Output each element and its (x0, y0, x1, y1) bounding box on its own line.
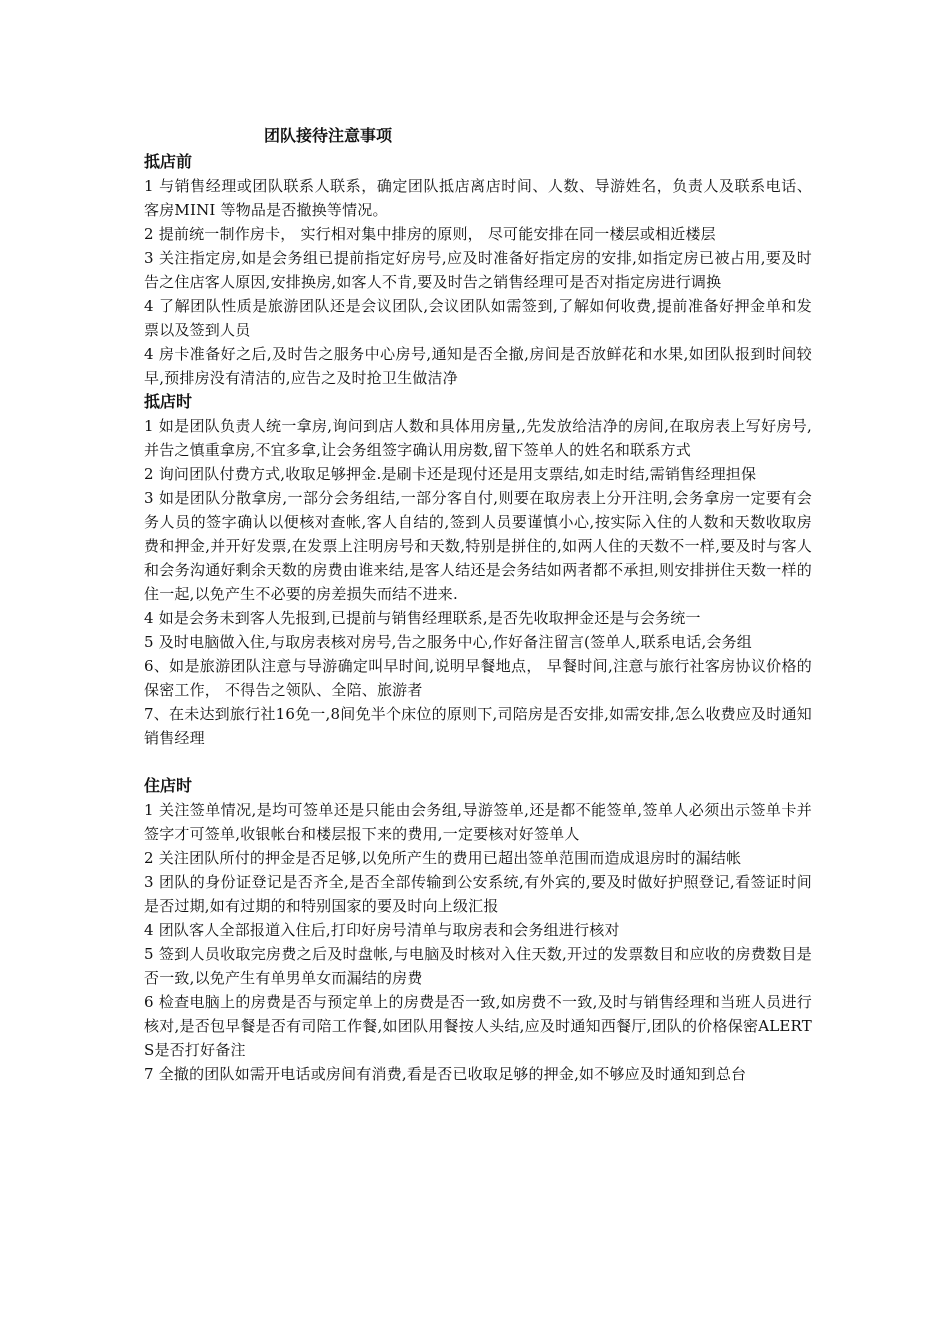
section-on-arrival (144, 390, 812, 750)
paragraph: 4 房卡准备好之后,及时告之服务中心房号,通知是否全撤,房间是否放鲜花和水果,如团队报到时间较早,预排房没有清洁的,应告之及时抢卫生做洁净 (144, 345, 812, 387)
paragraph: 6 检查电脑上的房费是否与预定单上的房费是否一致,如房费不一致,及时与销售经理和当班人员进行核对,是否包早餐是否有司陪工作餐,如团队用餐按人头结,应及时通知西餐厅,团队的价格保密ALERTS是否打好备注 (144, 993, 812, 1059)
paragraph: 1 如是团队负责人统一拿房,询问到店人数和具体用房量,,先发放给洁净的房间,在取房表上写好房号,并告之慎重拿房,不宜多拿,让会务组签字确认用房数,留下签单人的姓名和联系方式 (144, 417, 812, 459)
paragraph: 1 与销售经理或团队联系人联系，确定团队抵店离店时间、人数、导游姓名，负责人及联系电话、客房MINI 等物品是否撤换等情况。 (144, 177, 812, 219)
section-heading: 抵店前 (144, 152, 193, 171)
paragraph: 5 及时电脑做入住,与取房表核对房号,告之服务中心,作好备注留言(签单人,联系电话,会务组 (144, 633, 753, 651)
paragraph: 7 全撤的团队如需开电话或房间有消费,看是否已收取足够的押金,如不够应及时通知到总台 (144, 1065, 747, 1083)
paragraph: 4 如是会务未到客人先报到,已提前与销售经理联系,是否先收取押金还是与会务统一 (144, 609, 701, 627)
document-title: 团队接待注意事项 (264, 126, 393, 145)
paragraph: 2 关注团队所付的押金是否足够,以免所产生的费用已超出签单范围而造成退房时的漏结帐 (144, 849, 742, 867)
blank-line (144, 750, 812, 774)
paragraph: 6、如是旅游团队注意与导游确定叫早时间,说明早餐地点， 早餐时间,注意与旅行社客房协议价格的保密工作， 不得告之领队、全陪、旅游者 (144, 657, 812, 699)
paragraph: 5 签到人员收取完房费之后及时盘帐,与电脑及时核对入住天数,开过的发票数目和应收的房费数目是否一致,以免产生有单男单女而漏结的房费 (144, 945, 812, 987)
section-heading: 住店时 (144, 776, 193, 795)
paragraph: 4 团队客人全部报道入住后,打印好房号清单与取房表和会务组进行核对 (144, 921, 620, 939)
section-heading: 抵店时 (144, 392, 193, 411)
paragraph: 7、在未达到旅行社16免一,8间免半个床位的原则下,司陪房是否安排,如需安排,怎么收费应及时通知销售经理 (144, 705, 812, 747)
paragraph: 2 询问团队付费方式,收取足够押金.是刷卡还是现付还是用支票结,如走时结,需销售经理担保 (144, 465, 757, 483)
paragraph: 3 如是团队分散拿房,一部分会务组结,一部分客自付,则要在取房表上分开注明,会务拿房一定要有会务人员的签字确认以便核对查帐,客人自结的,签到人员要谨慎小心,按实际入住的人数和天数收取房费和押金,并开好发票,在发票上注明房号和天数,特别是拼住的,如两人住的天数不一样,要及时与客人和会务沟通好剩余天数的房费由谁来结,是客人结还是会务结如两者都不承担,则安排拼住天数一样的住一起,以免产生不必要的房差损失而结不进来. (144, 489, 812, 603)
paragraph: 2 提前统一制作房卡， 实行相对集中排房的原则， 尽可能安排在同一楼层或相近楼层 (144, 225, 716, 243)
paragraph: 3 关注指定房,如是会务组已提前指定好房号,应及时准备好指定房的安排,如指定房已被占用,要及时告之住店客人原因,安排换房,如客人不肯,要及时告之销售经理可是否对指定房进行调换 (144, 249, 812, 291)
paragraph: 3 团队的身份证登记是否齐全,是否全部传输到公安系统,有外宾的,要及时做好护照登记,看签证时间是否过期,如有过期的和特别国家的要及时向上级汇报 (144, 873, 812, 915)
paragraph: 4 了解团队性质是旅游团队还是会议团队,会议团队如需签到,了解如何收费,提前准备好押金单和发票以及签到人员 (144, 297, 812, 339)
section-during-stay (144, 774, 812, 1086)
document-page (144, 124, 812, 1086)
section-before-arrival (144, 150, 812, 390)
paragraph: 1 关注签单情况,是均可签单还是只能由会务组,导游签单,还是都不能签单,签单人必须出示签单卡并签字才可签单,收银帐台和楼层报下来的费用,一定要核对好签单人 (144, 801, 812, 843)
